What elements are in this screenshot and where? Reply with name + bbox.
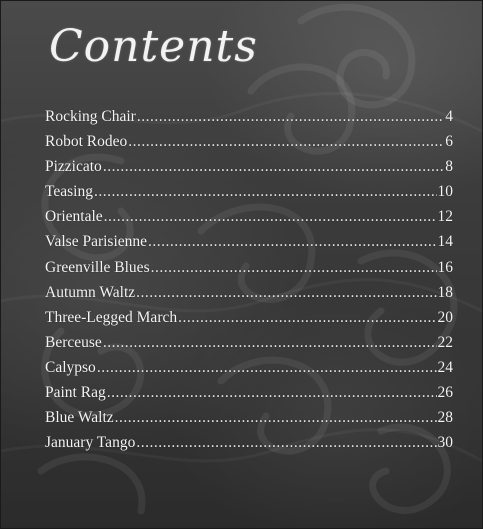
toc-dot-leader: [148, 233, 436, 251]
toc-dot-leader: [136, 284, 436, 302]
toc-entry-title: Rocking Chair: [45, 108, 136, 125]
toc-entry: [45, 158, 453, 183]
toc-dot-leader: [104, 208, 437, 226]
toc-entry-page-number: 20: [437, 308, 453, 326]
toc-dot-leader: [97, 359, 437, 377]
toc-entry: [45, 259, 453, 284]
toc-entry: [45, 208, 453, 233]
toc-entry: [45, 334, 453, 359]
toc-entry: [45, 309, 453, 334]
toc-entry: [45, 434, 453, 459]
toc-entry: [45, 284, 453, 309]
toc-dot-leader: [94, 183, 437, 201]
toc-entry-page-number: 12: [437, 208, 453, 226]
toc-entry-title: Autumn Waltz: [45, 283, 136, 301]
table-of-contents: [45, 108, 453, 459]
toc-entry-title: Greenville Blues: [45, 258, 150, 276]
toc-entry-page-number: 8: [445, 158, 453, 176]
toc-entry-title: Robot Rodeo: [45, 133, 128, 151]
toc-entry-page-number: 16: [437, 258, 453, 276]
toc-entry-page-number: 22: [437, 333, 453, 351]
toc-entry-page-number: 14: [437, 233, 453, 251]
toc-dot-leader: [103, 334, 437, 352]
toc-entry: [45, 108, 453, 133]
toc-dot-leader: [128, 133, 444, 151]
toc-entry-title: Paint Rag: [45, 384, 106, 402]
page-title: Contents: [49, 21, 258, 72]
toc-entry-title: Orientale: [45, 208, 103, 226]
toc-entry: [45, 409, 453, 434]
toc-entry-page-number: 26: [437, 384, 453, 402]
toc-dot-leader: [103, 158, 444, 176]
toc-entry: [45, 359, 453, 384]
toc-entry: [45, 133, 453, 158]
toc-entry-page-number: 30: [437, 434, 453, 452]
toc-entry-title: Pizzicato: [45, 158, 102, 176]
toc-dot-leader: [178, 309, 436, 327]
toc-entry: [45, 183, 453, 208]
toc-entry: [45, 233, 453, 258]
toc-entry: [45, 384, 453, 409]
toc-entry-page-number: 28: [437, 409, 453, 427]
toc-dot-leader: [107, 384, 437, 402]
toc-dot-leader: [151, 259, 437, 277]
toc-entry-title: January Tango: [45, 434, 136, 452]
toc-entry-page-number: 6: [445, 133, 453, 151]
toc-dot-leader: [137, 108, 444, 126]
toc-entry-page-number: 24: [437, 358, 453, 376]
toc-entry-title: Calypso: [45, 358, 96, 376]
toc-entry-page-number: 18: [437, 283, 453, 301]
toc-entry-page-number: 4: [445, 108, 453, 125]
toc-entry-title: Teasing: [45, 183, 93, 201]
toc-dot-leader: [136, 434, 436, 452]
toc-entry-page-number: 10: [437, 183, 453, 201]
toc-entry-title: Blue Waltz: [45, 409, 114, 427]
toc-entry-title: Three-Legged March: [45, 308, 178, 326]
toc-entry-title: Berceuse: [45, 333, 102, 351]
toc-dot-leader: [115, 409, 437, 427]
toc-entry-title: Valse Parisienne: [45, 233, 148, 251]
